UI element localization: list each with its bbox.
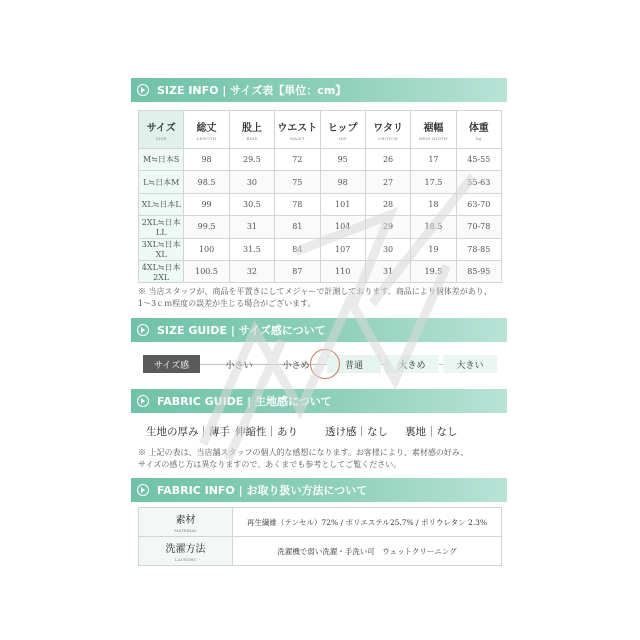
size-note-line2: 1～3ｃｍ程度の誤差が生じる場合がございます。 <box>138 299 316 308</box>
fabric-info-table <box>138 507 502 566</box>
size-value-cell: 30.5 <box>229 193 274 215</box>
play-circle-icon <box>137 324 149 336</box>
material-label: 素材 <box>175 515 196 526</box>
size-col-label: ワタリ <box>373 122 404 134</box>
fabric-note-line2: サイズの感じ方は異なりますので、あくまでも参考としてご覧ください。 <box>138 460 402 469</box>
size-value-cell: 81 <box>275 216 320 238</box>
size-value-cell: 19.5 <box>411 260 456 282</box>
size-name-cell: XL≒日本L <box>139 193 184 215</box>
size-value-cell: 27 <box>365 171 410 193</box>
size-name-cell: 3XL≒日本XL <box>139 238 184 260</box>
size-value-cell: 75 <box>275 171 320 193</box>
size-col-sub: kg <box>476 135 482 141</box>
size-table-header-row <box>139 111 502 149</box>
fabric-sheer: 透け感｜なし <box>325 426 388 438</box>
size-col-sub: SIZE <box>155 135 167 141</box>
size-value-cell: 95 <box>320 149 365 171</box>
size-value-cell: 98 <box>184 149 229 171</box>
size-value-cell: 30 <box>365 238 410 260</box>
size-name-cell: M≒日本S <box>139 149 184 171</box>
size-table <box>138 110 502 283</box>
size-value-cell: 29.5 <box>229 149 274 171</box>
size-col-label: 裾幅 <box>423 122 444 134</box>
size-value-cell: 30 <box>229 171 274 193</box>
fabric-guide-title: FABRIC GUIDE | 生地感について <box>157 395 332 408</box>
size-name-cell: 2XL≒日本LL <box>139 216 184 238</box>
size-col-header <box>184 111 229 149</box>
size-col-header <box>275 111 320 149</box>
size-guide-title: SIZE GUIDE | サイズ感について <box>157 324 326 337</box>
scale-item-5: 大きい <box>443 355 497 373</box>
size-value-cell: 78-85 <box>456 238 501 260</box>
size-col-label: 体重 <box>468 122 489 134</box>
size-value-cell: 100 <box>184 238 229 260</box>
size-table-body <box>139 149 502 283</box>
size-col-sub: CROTCH <box>378 135 398 141</box>
size-value-cell: 98 <box>320 171 365 193</box>
size-name-cell: 4XL≒日本2XL <box>139 260 184 282</box>
laundry-label-cell <box>139 537 233 566</box>
size-value-cell: 107 <box>320 238 365 260</box>
size-col-header <box>320 111 365 149</box>
size-col-label: サイズ <box>146 122 176 134</box>
size-info-title: SIZE INFO | サイズ表【単位：cm】 <box>157 84 347 97</box>
size-col-label: 総丈 <box>196 122 217 134</box>
size-value-cell: 99.5 <box>184 216 229 238</box>
material-sub: MATERIAL <box>174 528 197 533</box>
fabric-info-row-laundry <box>139 537 502 566</box>
size-col-header <box>456 111 501 149</box>
size-value-cell: 18.5 <box>411 216 456 238</box>
size-value-cell: 72 <box>275 149 320 171</box>
fabric-stretch: 伸縮性｜あり <box>235 426 298 438</box>
size-value-cell: 100.5 <box>184 260 229 282</box>
size-value-cell: 85-95 <box>456 260 501 282</box>
size-value-cell: 84 <box>275 238 320 260</box>
size-value-cell: 31 <box>229 216 274 238</box>
size-value-cell: 101 <box>320 193 365 215</box>
size-guide-label: サイズ感 <box>143 355 200 373</box>
size-col-sub: HIP <box>338 135 347 141</box>
table-row <box>139 260 502 282</box>
size-value-cell: 70-78 <box>456 216 501 238</box>
scale-item-1: 小さい <box>225 360 253 371</box>
size-value-cell: 87 <box>275 260 320 282</box>
size-guide-header <box>131 318 507 342</box>
material-label-cell <box>139 508 233 537</box>
size-col-label: ウエスト <box>277 122 318 134</box>
size-col-header <box>139 111 184 149</box>
fabric-guide-header <box>131 389 507 413</box>
size-col-sub: HEM WIDTH <box>419 135 448 141</box>
size-col-header <box>229 111 274 149</box>
scale-item-4: 大きめ <box>385 355 439 373</box>
size-value-cell: 55-63 <box>456 171 501 193</box>
size-note <box>138 286 492 310</box>
table-row <box>139 216 502 238</box>
fabric-note <box>138 447 468 471</box>
fabric-thickness: 生地の厚み｜薄手 <box>146 426 230 438</box>
fabric-info-row-material <box>139 508 502 537</box>
size-col-header <box>365 111 410 149</box>
size-value-cell: 28 <box>365 193 410 215</box>
play-circle-icon <box>137 484 149 496</box>
size-value-cell: 98.5 <box>184 171 229 193</box>
table-row <box>139 171 502 193</box>
size-value-cell: 31.5 <box>229 238 274 260</box>
table-row <box>139 193 502 215</box>
size-value-cell: 19 <box>411 238 456 260</box>
size-value-cell: 45-55 <box>456 149 501 171</box>
laundry-label: 洗濯方法 <box>165 544 206 555</box>
table-row <box>139 238 502 260</box>
material-value: 再生繊維（テンセル）72% / ポリエステル25.7% / ポリウレタン 2.3% <box>233 508 502 537</box>
laundry-sub: LAUNDRY <box>174 557 197 562</box>
size-value-cell: 110 <box>320 260 365 282</box>
size-value-cell: 104 <box>320 216 365 238</box>
fabric-info-header <box>131 478 507 502</box>
fabric-note-line1: ※ 上記の表は、当店舗スタッフの個人的な感想になります。お客様により、素材感の好み、 <box>138 448 469 457</box>
play-circle-icon <box>137 395 149 407</box>
size-value-cell: 31 <box>365 260 410 282</box>
size-col-sub: LENGTH <box>196 135 217 141</box>
size-value-cell: 99 <box>184 193 229 215</box>
size-col-sub: WAIST <box>289 135 305 141</box>
size-col-label: 股上 <box>241 122 262 134</box>
size-value-cell: 17.5 <box>411 171 456 193</box>
scale-item-3: 普通 <box>327 355 381 373</box>
size-value-cell: 32 <box>229 260 274 282</box>
size-col-sub: RISE <box>246 135 258 141</box>
size-col-label: ヒップ <box>327 122 358 134</box>
size-value-cell: 63-70 <box>456 193 501 215</box>
size-value-cell: 78 <box>275 193 320 215</box>
size-name-cell: L≒日本M <box>139 171 184 193</box>
size-col-header <box>411 111 456 149</box>
play-circle-icon <box>137 84 149 96</box>
selected-size-marker <box>310 349 340 379</box>
size-value-cell: 17 <box>411 149 456 171</box>
fabric-lining: 裏地｜なし <box>405 426 458 438</box>
size-note-line1: ※ 当店スタッフが、商品を平置きにしてメジャーで計測しております。商品により個体差があり、 <box>138 287 492 296</box>
fabric-info-title: FABRIC INFO | お取り扱い方法について <box>157 484 368 497</box>
laundry-value: 洗濯機で弱い洗濯・手洗い可 ウェットクリーニング <box>233 537 502 566</box>
size-value-cell: 18 <box>411 193 456 215</box>
table-row <box>139 149 502 171</box>
scale-item-2: 小さめ <box>282 360 310 371</box>
size-value-cell: 26 <box>365 149 410 171</box>
size-info-header <box>131 78 507 102</box>
size-value-cell: 29 <box>365 216 410 238</box>
